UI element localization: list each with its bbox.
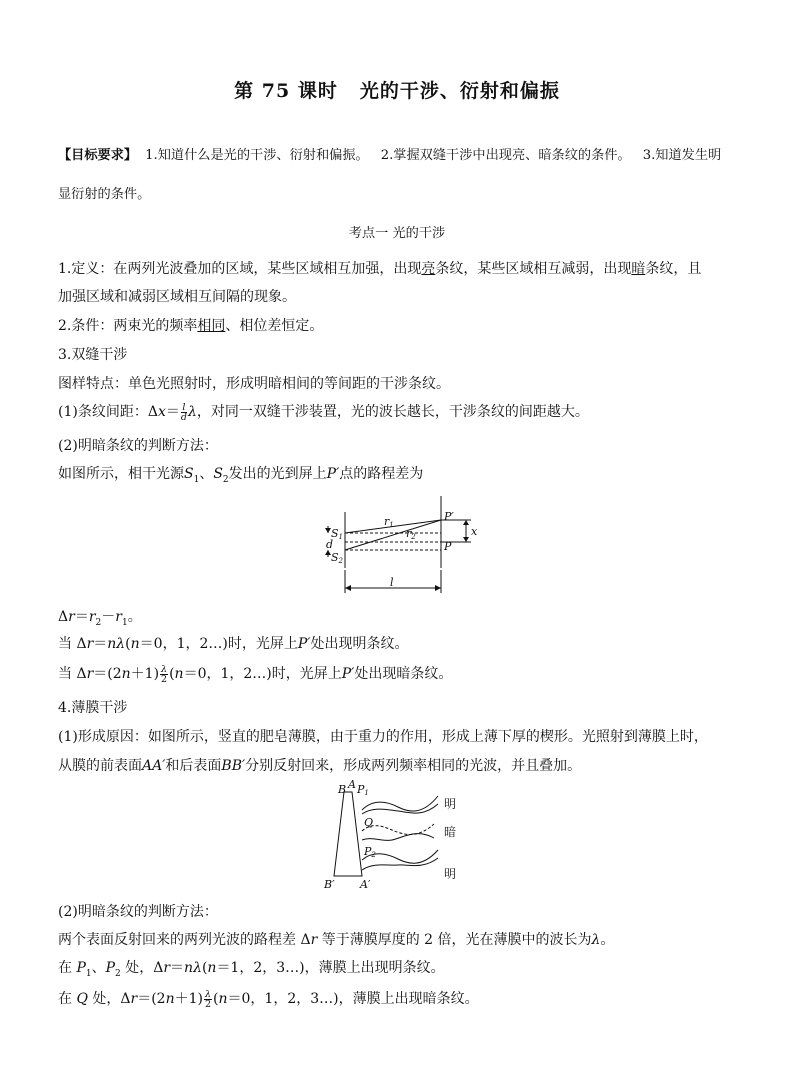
label-dark: 暗 [444, 825, 457, 839]
paragraph-condition [58, 315, 323, 335]
subscript: 1 [193, 474, 200, 485]
text: (1)条纹间距：Δ [58, 404, 158, 420]
label-bright-2: 明 [444, 867, 457, 881]
var: P′ [326, 466, 340, 482]
text: ＝0，1，2…)时，光屏上 [183, 666, 342, 682]
text: 、 [91, 960, 106, 976]
var: r [115, 609, 122, 625]
var: n [165, 991, 175, 1007]
dark-condition [58, 663, 452, 684]
heading-thin-film: 4.薄膜干涉 [58, 700, 128, 716]
paragraph-film-path [58, 929, 614, 949]
var: r [310, 932, 318, 948]
text: － [101, 609, 116, 625]
text: ，对同一双缝干涉装置，光的波长越长，干涉条纹的间距越大。 [196, 404, 589, 420]
var: x [157, 404, 166, 420]
var: n [121, 666, 131, 682]
var: λ [193, 960, 202, 976]
heading-judgment: (2)明暗条纹的判断方法： [58, 438, 218, 454]
denominator: d [180, 411, 187, 423]
text: ＝(2 [93, 666, 122, 682]
text: ( [125, 636, 131, 652]
text: 在 [58, 960, 77, 976]
lesson-number: 第 75 课时 [234, 80, 338, 102]
paragraph-definition [58, 258, 701, 278]
var: Q [76, 991, 88, 1007]
var: r [88, 609, 96, 625]
text: 。 [600, 932, 615, 948]
heading-double-slit: 3.双缝干涉 [58, 347, 128, 363]
var: n [218, 991, 228, 1007]
text: 2.条件：两束光的频率 [58, 318, 198, 334]
subscript: 2 [115, 968, 121, 979]
text: ( [213, 991, 219, 1007]
text: ＝ [165, 404, 180, 420]
fraction [204, 990, 212, 1009]
var: λ [116, 636, 126, 652]
fraction [181, 403, 187, 422]
var: r [86, 636, 94, 652]
text: 1.定义：在两列光波叠加的区域，某些区域相互加强，出现 [58, 261, 422, 277]
var: n [174, 666, 184, 682]
paragraph-pattern: 图样特点：单色光照射时，形成明暗相间的等间距的干涉条纹。 [58, 376, 450, 392]
text: ＝ [170, 960, 185, 976]
section-heading: 考点一 光的干涉 [348, 226, 446, 241]
label-x: x [471, 525, 478, 538]
var: r [130, 991, 138, 1007]
label-p: P [444, 540, 452, 553]
label-q: Q [364, 816, 374, 829]
text: ＝0，1，2…)时，光屏上 [139, 636, 298, 652]
subscript: 1 [121, 617, 128, 628]
paragraph-path-difference [58, 463, 423, 485]
goals-line [58, 144, 721, 163]
thin-film-diagram [324, 780, 474, 892]
paragraph-definition-cont: 加强区域和减弱区域相互间隔的现象。 [58, 289, 296, 305]
text: ( [169, 666, 175, 682]
var: P′ [341, 666, 355, 682]
var: λ [591, 932, 601, 948]
text: ＋1) [130, 666, 160, 682]
var: r [163, 960, 171, 976]
var: r [86, 666, 94, 682]
text: 、相位差恒定。 [225, 318, 324, 334]
text: 处出现明条纹。 [310, 636, 409, 652]
text: 点的路程差为 [339, 466, 424, 482]
lesson-topic: 光的干涉、衍射和偏振 [359, 80, 560, 102]
text: 发出的光到屏上 [228, 466, 327, 482]
text: ( [201, 960, 208, 976]
var: P [76, 960, 86, 976]
page-title [0, 76, 794, 103]
goals-tag: 【目标要求】 [58, 148, 138, 163]
text: ＋1) [174, 991, 203, 1007]
var: AA′ [142, 758, 166, 774]
text: ＝ [74, 609, 89, 625]
label-p-prime: P′ [444, 510, 454, 523]
text: 从膜的前表面 [58, 758, 142, 774]
underlined-text: 亮 [421, 261, 436, 277]
denominator: 2 [204, 998, 212, 1010]
goals-line-2: 显衍射的条件。 [58, 187, 151, 202]
text: ＝1，2，3…)，薄膜上出现明条纹。 [216, 960, 445, 976]
var: S [213, 466, 223, 482]
text: 当 Δ [58, 636, 87, 652]
label-s2: S2 [331, 551, 344, 565]
label-s1: S1 [331, 527, 344, 541]
text: ＝(2 [137, 991, 166, 1007]
goal-2: 2.掌握双缝干涉中出现亮、暗条纹的条件。 [380, 148, 631, 163]
label-bright-1: 明 [444, 797, 457, 811]
text: Δ [58, 609, 69, 625]
text: 处，Δ [120, 960, 164, 976]
var: λ [187, 404, 197, 420]
text: 分别反射回来，形成两列频率相同的光波，并且叠加。 [245, 758, 582, 774]
film-dark-condition [58, 988, 479, 1009]
text: 两个表面反射回来的两列光波的路程差 Δ [58, 932, 311, 948]
text: 条纹，且 [645, 261, 702, 277]
heading-film-judgment: (2)明暗条纹的判断方法： [58, 904, 218, 920]
label-r1: r1 [384, 515, 394, 529]
text: ＝ [93, 636, 108, 652]
text: 在 [58, 991, 77, 1007]
var: P′ [297, 636, 311, 652]
var: n [107, 636, 117, 652]
text: 处，Δ [87, 991, 131, 1007]
label-b: B [338, 783, 347, 796]
paragraph-film-cause-cont [58, 755, 581, 775]
subscript: 2 [95, 617, 102, 628]
text: 和后表面 [165, 758, 222, 774]
text: 当 Δ [58, 666, 87, 682]
denominator: 2 [161, 673, 168, 685]
underlined-text: 相同 [197, 318, 226, 334]
label-r2: r2 [406, 527, 416, 541]
double-slit-diagram [318, 490, 483, 598]
underlined-text: 暗 [631, 261, 646, 277]
film-bright-condition [58, 957, 445, 979]
var: n [130, 636, 140, 652]
label-p2: P2 [364, 845, 376, 859]
label-a: A [348, 780, 356, 791]
text: 如图所示，相干光源 [58, 466, 184, 482]
fraction [160, 665, 168, 684]
text: 。 [127, 609, 142, 625]
label-p1: P1 [357, 783, 369, 797]
var: n [207, 960, 217, 976]
label-d: d [326, 538, 334, 551]
goal-1: 1.知道什么是光的干涉、衍射和偏振。 [145, 148, 369, 163]
subscript: 2 [222, 474, 229, 485]
text: 、 [199, 466, 214, 482]
equation-delta-r [58, 606, 142, 628]
text: ＝0，1，2，3…)，薄膜上出现暗条纹。 [227, 991, 479, 1007]
numerator: λ [204, 988, 212, 1000]
goal-3: 3.知道发生明 [642, 148, 722, 163]
var: n [184, 960, 194, 976]
bright-condition [58, 633, 408, 653]
text: 处出现暗条纹。 [354, 666, 453, 682]
var: BB′ [221, 758, 246, 774]
text: 等于薄膜厚度的 2 倍，光在薄膜中的波长为 [317, 932, 592, 948]
label-l: l [390, 576, 394, 589]
label-a-prime: A′ [360, 878, 371, 891]
numerator: λ [161, 663, 168, 675]
numerator: l [182, 401, 186, 413]
subscript: 1 [85, 968, 92, 979]
var: r [68, 609, 75, 625]
label-b-prime: B′ [324, 878, 335, 891]
text: 条纹，某些区域相互减弱，出现 [435, 261, 632, 277]
var: S [184, 466, 194, 482]
paragraph-film-cause: (1)形成原因：如图所示，竖直的肥皂薄膜，由于重力的作用，形成上薄下厚的楔形。光照射到薄膜上时， [58, 729, 708, 745]
var: P [105, 960, 116, 976]
paragraph-fringe-spacing [58, 401, 589, 422]
